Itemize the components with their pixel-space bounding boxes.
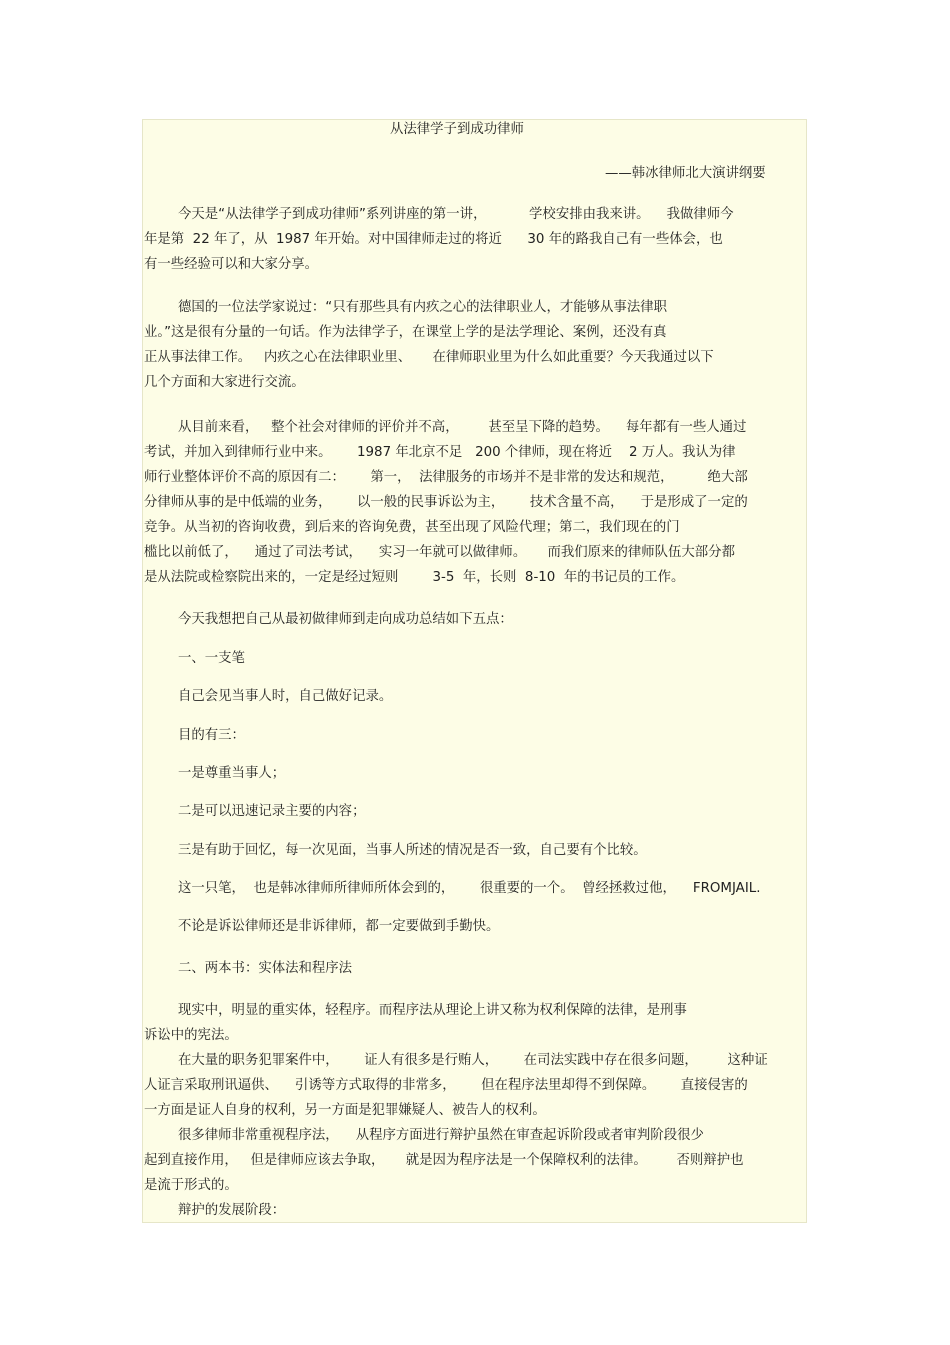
document-title: 从法律学子到成功律师 <box>390 122 524 137</box>
text-line: 是流于形式的。 <box>144 1178 238 1193</box>
text-line: 不论是诉讼律师还是非诉律师，都一定要做到手勤快。 <box>178 919 500 934</box>
text-line: 人证言采取刑讯逼供、 引诱等方式取得的非常多， 但在程序法里却得不到保障。 直接侵害的 <box>144 1078 748 1093</box>
text-line: 目的有三： <box>178 728 245 743</box>
text-line: 今天我想把自己从最初做律师到走向成功总结如下五点： <box>178 612 513 627</box>
text-line: 一方面是证人自身的权利，另一方面是犯罪嫌疑人、被告人的权利。 <box>144 1103 546 1118</box>
text-line: 德国的一位法学家说过：“只有那些具有内疚之心的法律职业人，才能够从事法律职 <box>178 300 667 315</box>
text-line: 分律师从事的是中低端的业务， 以一般的民事诉讼为主， 技术含量不高， 于是形成了一定的 <box>144 495 748 510</box>
text-line: 诉讼中的宪法。 <box>144 1028 238 1043</box>
document-subtitle: ——韩冰律师北大演讲纲要 <box>605 166 766 181</box>
text-line: 槛比以前低了， 通过了司法考试， 实习一年就可以做律师。 而我们原来的律师队伍大部分都 <box>144 545 735 560</box>
text-line: 正从事法律工作。 内疚之心在法律职业里、 在律师职业里为什么如此重要？今天我通过以下 <box>144 350 714 365</box>
text-line: 起到直接作用， 但是律师应该去争取， 就是因为程序法是一个保障权利的法律。 否则辩护也 <box>144 1153 744 1168</box>
text-line: 在大量的职务犯罪案件中， 证人有很多是行贿人， 在司法实践中存在很多问题， 这种证 <box>178 1053 768 1068</box>
text-line: 这一只笔， 也是韩冰律师所律师所体会到的， 很重要的一个。 曾经拯救过他， FROMJAIL. <box>178 881 761 896</box>
text-line: 很多律师非常重视程序法， 从程序方面进行辩护虽然在审查起诉阶段或者审判阶段很少 <box>178 1128 704 1143</box>
text-line: 现实中，明显的重实体，轻程序。而程序法从理论上讲又称为权利保障的法律，是刑事 <box>178 1003 687 1018</box>
text-line: 二是可以迅速记录主要的内容； <box>178 804 366 819</box>
text-line: 是从法院或检察院出来的，一定是经过短则 3-5 年，长则 8-10 年的书记员的工作。 <box>144 570 685 585</box>
text-line: 辩护的发展阶段： <box>178 1203 286 1218</box>
text-line: 二、两本书：实体法和程序法 <box>178 961 353 976</box>
text-line: 年是第 22 年了，从 1987 年开始。对中国律师走过的将近 30 年的路我自己有一些体会，也 <box>144 232 723 247</box>
text-line: 一是尊重当事人； <box>178 766 286 781</box>
text-line: 一、一支笔 <box>178 651 245 666</box>
text-line: 考试，并加入到律师行业中来。 1987 年北京不足 200 个律师，现在将近 2 万人。我认为律 <box>144 445 736 460</box>
text-line: 业。”这是很有分量的一句话。作为法律学子，在课堂上学的是法学理论、案例，还没有真 <box>144 325 667 340</box>
text-line: 自己会见当事人时，自己做好记录。 <box>178 689 393 704</box>
text-line: 竞争。从当初的咨询收费，到后来的咨询免费，甚至出现了风险代理；第二，我们现在的门 <box>144 520 680 535</box>
text-line: 今天是“从法律学子到成功律师”系列讲座的第一讲， 学校安排由我来讲。 我做律师今 <box>178 207 734 222</box>
text-line: 几个方面和大家进行交流。 <box>144 375 305 390</box>
text-line: 师行业整体评价不高的原因有二： 第一， 法律服务的市场并不是非常的发达和规范， 绝大部 <box>144 470 748 485</box>
text-line: 从目前来看， 整个社会对律师的评价并不高， 甚至呈下降的趋势。 每年都有一些人通过 <box>178 420 747 435</box>
text-line: 有一些经验可以和大家分享。 <box>144 257 319 272</box>
text-line: 三是有助于回忆，每一次见面，当事人所述的情况是否一致，自己要有个比较。 <box>178 843 647 858</box>
